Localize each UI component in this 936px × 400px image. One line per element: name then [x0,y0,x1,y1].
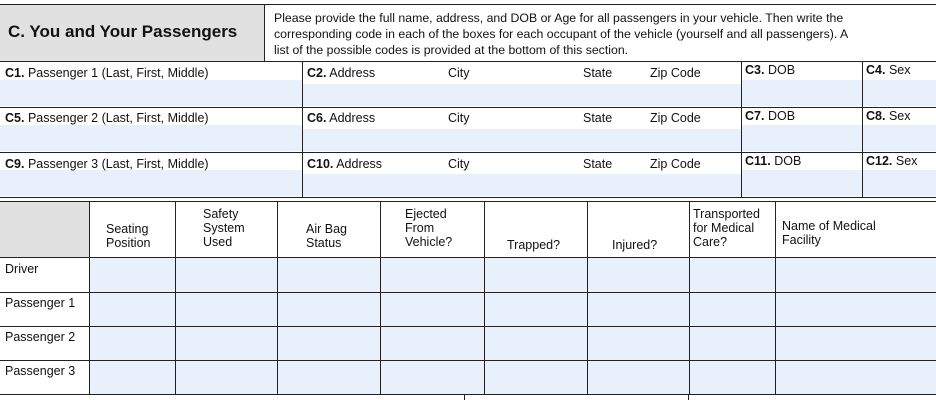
col-header-seating-position: Seating Position [106,222,151,250]
passenger-1-zip-label: Zip Code [650,66,701,80]
table-top-line [0,201,936,202]
col-header-transported: Transported for Medical Care? [693,207,760,249]
row-line [0,61,936,62]
col-header-air-bag-status: Air Bag Status [306,222,347,250]
instruction-line-1: Please provide the full name, address, and DOB or Age for all passengers in your vehicle. Then write the [274,11,844,25]
address-dob-divider [741,61,742,197]
passenger-2-dob-label: C7. DOB [745,109,796,123]
passenger-1-sex-field[interactable] [863,80,936,106]
passenger-1-codes-field[interactable] [90,293,936,326]
col-header-injured: Injured? [612,238,658,252]
col-header-medical-facility: Name of Medical Facility [782,219,876,247]
table-bottom-line [0,394,936,395]
dob-sex-divider [862,61,863,197]
table-col-divider [89,201,90,395]
col-header-trapped: Trapped? [507,238,561,252]
passenger-1-city-label: City [448,66,470,80]
table-col-divider [277,201,278,395]
header-divider [264,4,265,62]
passenger-1-name-label: C1. Passenger 1 (Last, First, Middle) [5,66,209,80]
col-header-ejected: Ejected From Vehicle? [405,207,453,249]
passenger-2-address-field[interactable] [303,129,741,151]
instruction-line-2: corresponding code in each of the boxes for each occupant of the vehicle (yourself and all passengers). A [274,27,849,41]
passenger-3-name-label: C9. Passenger 3 (Last, First, Middle) [5,157,209,171]
row-label-driver: Driver [5,262,39,276]
passenger-2-address-label: C6. Address [307,111,376,125]
passenger-2-name-field[interactable] [0,125,302,151]
passenger-2-sex-label: C8. Sex [866,109,911,123]
section-title: C. You and Your Passengers [8,22,238,41]
table-col-divider [689,201,690,395]
next-section-divider [464,395,465,400]
passenger-1-sex-label: C4. Sex [866,63,911,77]
occupant-table-corner [0,202,89,257]
passenger-3-sex-field[interactable] [863,170,936,196]
table-col-divider [175,201,176,395]
passenger-1-address-field[interactable] [303,84,741,106]
passenger-2-dob-field[interactable] [742,125,862,151]
passenger-3-zip-label: Zip Code [650,157,701,171]
passenger-1-dob-field[interactable] [742,80,862,106]
driver-codes-field[interactable] [90,258,936,292]
row-label-passenger-3: Passenger 3 [5,364,76,378]
next-section-divider [688,395,689,400]
passenger-2-zip-label: Zip Code [650,111,701,125]
passenger-3-dob-label: C11. DOB [745,154,802,168]
passenger-3-sex-label: C12. Sex [866,154,918,168]
passenger-1-name-field[interactable] [0,80,302,106]
passenger-3-city-label: City [448,157,470,171]
passenger-3-address-label: C10. Address [307,157,383,171]
row-label-passenger-2: Passenger 2 [5,330,76,344]
passenger-1-address-label: C2. Address [307,66,376,80]
instruction-line-3: list of the possible codes is provided at the bottom of this section. [274,43,629,57]
passenger-2-codes-field[interactable] [90,327,936,360]
header-top-line [0,4,936,5]
table-col-divider [775,201,776,395]
col-header-safety-system: Safety System Used [203,207,245,249]
passenger-3-codes-field[interactable] [90,361,936,394]
passenger-3-state-label: State [583,157,613,171]
passenger-2-sex-field[interactable] [863,125,936,151]
passenger-2-name-label: C5. Passenger 2 (Last, First, Middle) [5,111,209,125]
table-col-divider [484,201,485,395]
name-address-divider [302,61,303,197]
table-col-divider [587,201,588,395]
passenger-3-name-field[interactable] [0,170,302,196]
table-col-divider [380,201,381,395]
passenger-3-address-field[interactable] [303,174,741,196]
passenger-3-dob-field[interactable] [742,170,862,196]
row-line [0,197,936,198]
row-line [0,152,936,153]
row-line [0,107,936,108]
passenger-2-city-label: City [448,111,470,125]
passenger-2-state-label: State [583,111,613,125]
row-label-passenger-1: Passenger 1 [5,296,76,310]
passenger-1-dob-label: C3. DOB [745,63,796,77]
passenger-1-state-label: State [583,66,613,80]
